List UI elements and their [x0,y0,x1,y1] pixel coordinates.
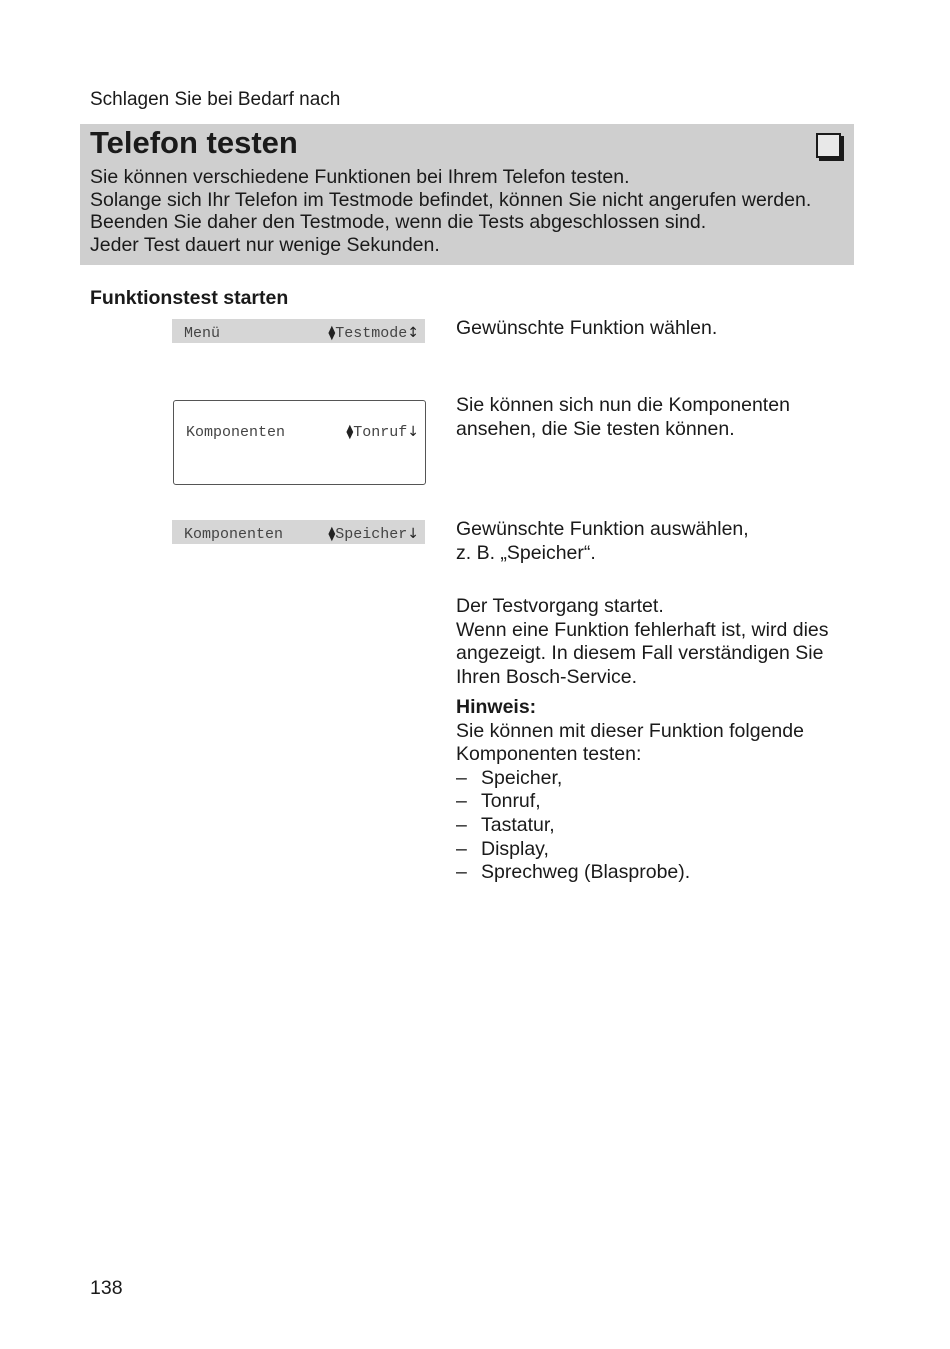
page-title: Telefon testen [90,125,298,160]
display-left-label: Menü [184,325,221,342]
list-item [456,790,804,814]
list-dash: – [456,861,467,884]
list-item [456,814,804,838]
step-4-text [456,595,829,689]
list-dash: – [456,766,467,789]
step-line: Ihren Bosch-Service. [456,665,637,688]
title-box [80,124,854,265]
down-arrow-icon: ↓ [407,526,419,542]
step-line: Gewünschte Funktion auswählen, [456,518,749,540]
list-item-text: Speicher, [481,766,563,789]
step-1-text [456,317,717,341]
checkbox-icon [816,133,841,158]
intro-line: Solange sich Ihr Telefon im Testmode befindet, können Sie nicht angerufen werden. [90,188,812,211]
step-line: ansehen, die Sie testen können. [456,417,735,440]
list-dash: – [456,790,467,813]
page-number: 138 [90,1277,123,1299]
down-arrow-icon: ↓ [407,424,419,440]
list-item-text: Display, [481,837,549,860]
list-item [456,767,804,791]
display-right-label [328,526,419,543]
list-item-text: Tastatur, [481,813,555,836]
display-left-label: Komponenten [186,424,286,441]
step-line: z. B. „Speicher“. [456,541,596,564]
display-komponenten-speicher [172,520,425,544]
display-komponenten-tonruf [173,400,426,485]
list-item-text: Tonruf, [481,790,541,813]
step-line: Der Testvorgang startet. [456,595,664,617]
note-line: Komponenten testen: [456,743,642,766]
display-right-label [328,325,419,342]
note-line: Sie können mit dieser Funktion folgende [456,719,804,742]
list-item [456,861,804,885]
intro-line: Sie können verschiedene Funktionen bei Ihrem Telefon testen. [90,166,630,188]
display-menu-testmode [172,319,425,343]
display-right-label [346,424,419,441]
note-label: Hinweis: [456,696,537,718]
list-item [456,838,804,862]
list-dash: – [456,837,467,860]
section-heading: Funktionstest starten [90,287,289,309]
intro-text [90,166,811,257]
step-line: angezeigt. In diesem Fall verständigen Sie [456,642,824,665]
step-line: Sie können sich nun die Komponenten [456,394,790,416]
nav-diamond-icon: ⧫ [328,526,336,542]
step-3-text [456,518,749,565]
step-line: Wenn eine Funktion fehlerhaft ist, wird dies [456,618,829,641]
list-dash: – [456,813,467,836]
display-left-label: Komponenten [184,526,284,543]
step-2-text [456,394,790,441]
step-line: Gewünschte Funktion wählen. [456,317,718,339]
updown-arrow-icon: ↕ [407,325,419,341]
nav-diamond-icon: ⧫ [328,325,336,341]
intro-line: Beenden Sie daher den Testmode, wenn die Tests abgeschlossen sind. [90,211,707,234]
note-block [456,696,804,885]
display-right-text: Testmode [335,325,408,342]
display-right-text: Tonruf [353,424,408,441]
running-header: Schlagen Sie bei Bedarf nach [90,89,341,110]
intro-line: Jeder Test dauert nur wenige Sekunden. [90,234,440,257]
nav-diamond-icon: ⧫ [346,424,354,440]
display-right-text: Speicher [335,526,408,543]
list-item-text: Sprechweg (Blasprobe). [481,861,691,884]
